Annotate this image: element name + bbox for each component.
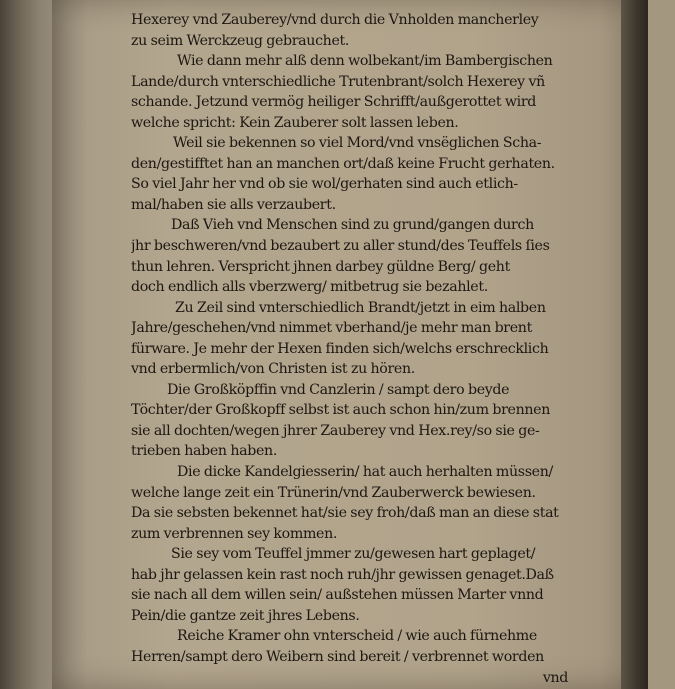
page-text <box>131 10 576 688</box>
text-line: welche lange zeit ein Trünerin/vnd Zauberwerck bewiesen. <box>131 484 536 501</box>
text-line: Weil sie bekennen so viel Mord/vnd vnsëglichen Scha- <box>173 135 542 152</box>
text-line: doch endlich alls vberzwerg/ mitbetrug sie bezahlet. <box>131 279 488 296</box>
text-line: sie all dochten/wegen jhrer Zauberey vnd Hex.rey/so sie ge- <box>131 422 540 439</box>
text-line: So viel Jahr her vnd ob sie wol/gerhaten sind auch etlich- <box>131 176 518 193</box>
text-line: Reiche Kramer ohn vnterscheid / wie auch fürnehme <box>177 628 537 645</box>
text-line: fürware. Je mehr der Hexen finden sich/welchs erschrecklich <box>131 340 549 357</box>
text-line: Wie dann mehr alß denn wolbekant/im Bambergischen <box>177 53 553 70</box>
text-line: Zu Zeil sind vnterschiedlich Brandt/jetzt in eim halben <box>175 299 546 316</box>
text-line: thun lehren. Verspricht jhnen darbey güldne Berg/ geht <box>131 258 510 275</box>
text-line: Die dicke Kandelgiesserin/ hat auch herhalten müssen/ <box>177 464 553 481</box>
text-line: Lande/durch vnterschiedliche Trutenbrant/solch Hexerey vñ <box>131 73 545 90</box>
text-line: Jahre/geschehen/vnd nimmet vberhand/je mehr man brent <box>131 320 532 337</box>
text-line: mal/haben sie alls verzaubert. <box>131 196 336 213</box>
page-gutter-shadow <box>621 0 648 689</box>
text-line: hab jhr gelassen kein rast noch ruh/jhr gewissen genaget.Daß <box>131 566 554 583</box>
catchword: vnd <box>542 669 568 686</box>
text-line: trieben haben haben. <box>131 443 277 460</box>
text-line: Die Großköpffin vnd Canzlerin / sampt dero beyde <box>167 381 510 398</box>
text-line: Sie sey vom Teuffel jmmer zu/gewesen hart geplaget/ <box>171 546 536 563</box>
text-line: Hexerey vnd Zauberey/vnd durch die Vnholden mancherley <box>131 12 539 28</box>
text-line: Töchter/der Großkopff selbst ist auch schon hin/zum brennen <box>131 402 550 419</box>
text-line: zum verbrennen sey kommen. <box>131 525 338 542</box>
text-line: welche spricht: Kein Zauberer solt lassen leben. <box>131 114 459 131</box>
text-line: schande. Jetzund vermög heiliger Schrifft/außgerottet wird <box>131 94 537 111</box>
text-line: zu seim Werckzeug gebrauchet. <box>131 32 350 49</box>
text-line: sie nach all dem willen sein/ außstehen müssen Marter vnnd <box>131 587 544 604</box>
text-line: Pein/die gantze zeit jhres Lebens. <box>131 607 360 624</box>
text-line: den/gestifftet han an manchen ort/daß keine Frucht gerhaten. <box>131 155 555 172</box>
text-line: vnd erbermlich/von Christen ist zu hören. <box>131 361 415 378</box>
text-line: jhr beschweren/vnd bezaubert zu aller stund/des Teuffels ſies <box>131 238 550 255</box>
text-line: Daß Vieh vnd Menschen sind zu grund/gangen durch <box>171 217 534 234</box>
text-line: Da sie sebsten bekennet hat/sie sey froh/daß man an diese stat <box>131 505 559 522</box>
text-line: Herren/sampt dero Weibern sind bereit / verbrennet worden <box>131 648 544 665</box>
